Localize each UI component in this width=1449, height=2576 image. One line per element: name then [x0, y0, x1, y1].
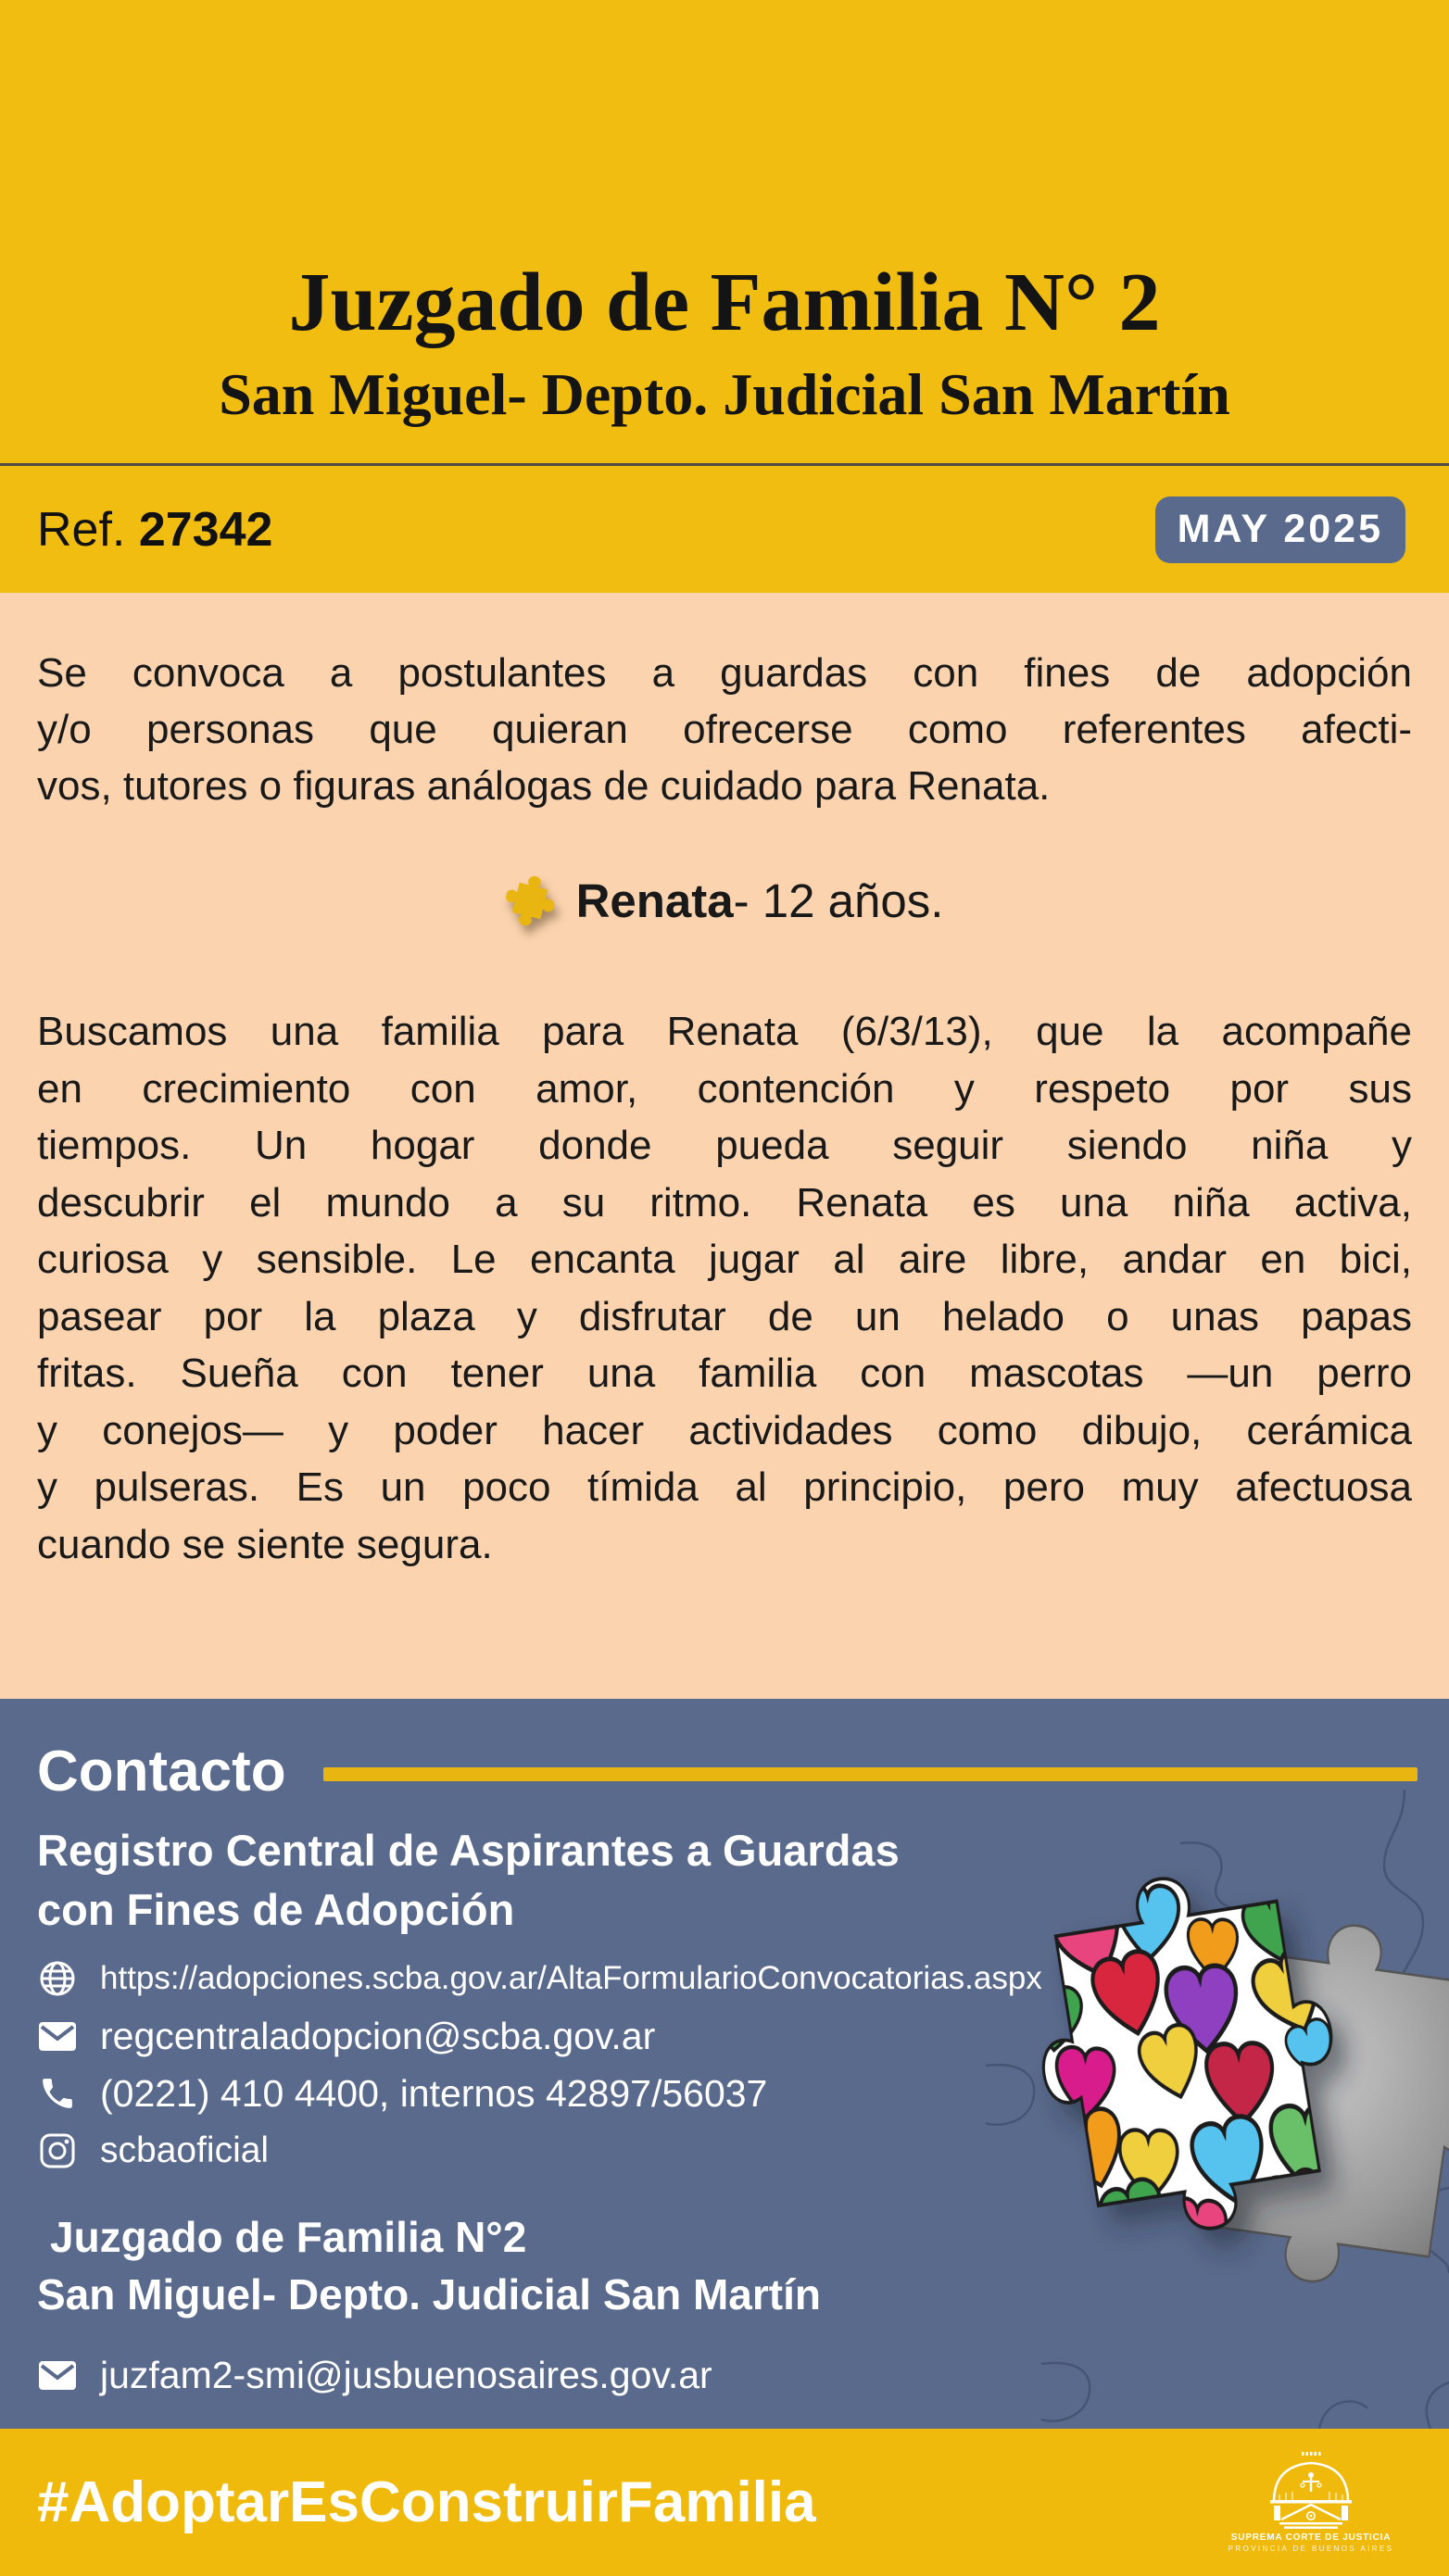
footer-hashtag: #AdoptarEsConstruirFamilia	[37, 2470, 816, 2534]
page-subtitle: San Miguel- Depto. Judicial San Martín	[219, 361, 1230, 427]
contact-row-phone[interactable]	[37, 2069, 1449, 2117]
paragraph-line: tiempos. Un hogar donde pueda seguir siendo niña y	[37, 1123, 1412, 1168]
paragraph-line: en crecimiento con amor, contención y respeto por sus	[37, 1065, 1412, 1112]
footer	[0, 2429, 1449, 2576]
email-link[interactable]: regcentraladopcion@scba.gov.ar	[100, 2014, 656, 2057]
scba-emblem-icon	[1255, 2452, 1367, 2530]
instagram-handle[interactable]: scbaoficial	[100, 2130, 270, 2170]
announcement-body	[0, 593, 1449, 1699]
ref-label: Ref.	[37, 502, 139, 557]
paragraph-line: y pulseras. Es un poco tímida al principio, pero muy afectuosa	[37, 1464, 1412, 1510]
paragraph-line: Se convoca a postulantes a guardas con fines de adopción	[37, 650, 1412, 696]
paragraph-line: descubrir el mundo a su ritmo. Renata es una niña activa,	[37, 1179, 1412, 1225]
envelope-icon	[37, 2361, 78, 2390]
contact-heading-rule	[323, 1767, 1418, 1781]
paragraph-line: cuando se siente segura.	[37, 1521, 493, 1567]
paragraph-line: y/o personas que quieran ofrecerse como referentes afecti-	[37, 707, 1412, 752]
puzzle-piece-icon	[498, 864, 563, 936]
org-name	[37, 1821, 1449, 1940]
website-link[interactable]: https://adopciones.scba.gov.ar/AltaFormularioConvocatorias.aspx	[100, 1960, 1042, 1996]
paragraph-line: Buscamos una familia para Renata (6/3/13), que la acompañe	[37, 1009, 1412, 1054]
ref-text	[37, 502, 272, 558]
court-location: San Miguel- Depto. Judicial San Martín	[37, 2270, 821, 2318]
contact-header	[37, 1736, 1449, 1806]
contact-row-email[interactable]	[37, 2012, 1449, 2060]
page-title: Juzgado de Familia N° 2	[288, 257, 1161, 348]
globe-icon	[37, 1959, 78, 1998]
paragraph-line: pasear por la plaza y disfrutar de un helado o unas papas	[37, 1293, 1412, 1339]
date-badge: MAY 2025	[1155, 496, 1405, 563]
court-email-row[interactable]	[37, 2351, 1449, 2399]
envelope-icon	[37, 2022, 78, 2051]
description-paragraph	[37, 1003, 1412, 1573]
scba-logo-line2: PROVINCIA DE BUENOS AIRES	[1228, 2545, 1394, 2553]
paragraph-line: vos, tutores o figuras análogas de cuidado para Renata.	[37, 763, 1051, 809]
ref-bar	[0, 466, 1449, 593]
paragraph-line: fritas. Sueña con tener una familia con mascotas —un perro	[37, 1351, 1412, 1396]
paragraph-line: curiosa y sensible. Le encanta jugar al aire libre, andar en bici,	[37, 1237, 1412, 1282]
court-email-link[interactable]: juzfam2-smi@jusbuenosaires.gov.ar	[100, 2353, 712, 2396]
header	[0, 0, 1449, 463]
contact-heading: Contacto	[37, 1739, 286, 1803]
instagram-icon	[37, 2132, 78, 2169]
contact-list	[37, 1954, 1449, 2175]
org-name-line1: Registro Central de Aspirantes a Guardas	[37, 1826, 900, 1875]
contact-row-website[interactable]	[37, 1954, 1449, 2003]
court-name: Juzgado de Familia N°2	[50, 2213, 527, 2261]
intro-paragraph	[37, 645, 1412, 814]
paragraph-line: y conejos— y poder hacer actividades como dibujo, cerámica	[37, 1407, 1412, 1453]
contact-section	[0, 1699, 1449, 2429]
contact-row-instagram[interactable]	[37, 2127, 1449, 2175]
court-name-block	[37, 2208, 1449, 2323]
child-name: Renata	[575, 873, 734, 927]
phone-number[interactable]: (0221) 410 4400, internos 42897/56037	[100, 2071, 768, 2115]
child-callout	[37, 870, 1412, 931]
scba-logo	[1228, 2452, 1394, 2553]
org-name-line2: con Fines de Adopción	[37, 1885, 515, 1934]
ref-number: 27342	[138, 502, 273, 557]
child-age: - 12 años.	[733, 873, 944, 927]
child-line	[576, 873, 944, 928]
phone-icon	[37, 2076, 78, 2111]
scba-logo-line1: SUPREMA CORTE DE JUSTICIA	[1230, 2532, 1392, 2543]
